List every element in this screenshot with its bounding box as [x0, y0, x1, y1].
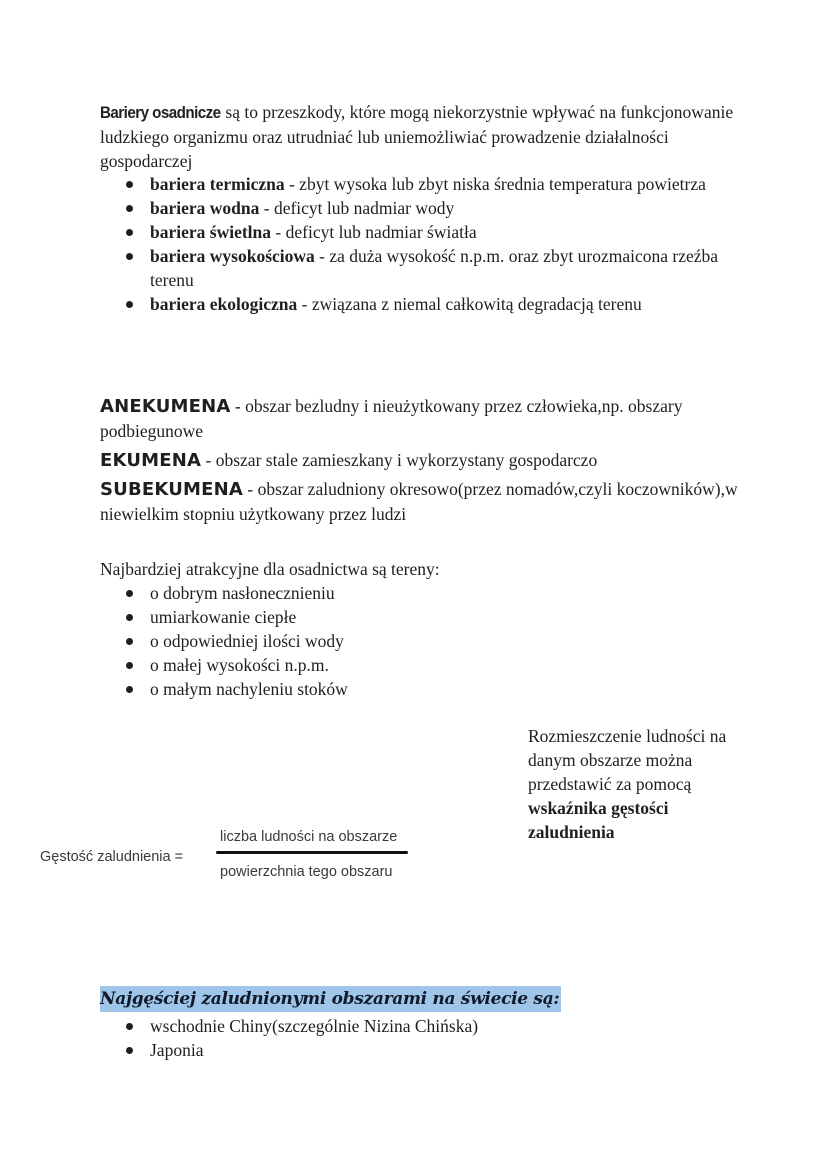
list-item-text: o odpowiedniej ilości wody — [150, 631, 344, 651]
formula-numerator: liczba ludności na obszarze — [220, 829, 398, 845]
formula-lhs: Gęstość zaludnienia = — [40, 849, 184, 865]
definitions-section — [100, 394, 740, 527]
attractive-heading: Najbardziej atrakcyjne dla osadnictwa są tereny: — [100, 559, 440, 579]
bullet-icon — [126, 205, 133, 212]
barrier-desc: - deficyt lub nadmiar wody — [259, 198, 455, 218]
definition-ekumena — [100, 448, 740, 473]
bullet-icon — [126, 181, 133, 188]
barrier-desc: - za duża wysokość n.p.m. oraz zbyt urozmaicona rzeźba terenu — [150, 246, 719, 290]
bullet-icon — [126, 662, 133, 669]
list-item-text: o małym nachyleniu stoków — [150, 679, 348, 699]
barrier-desc: - związana z niemal całkowitą degradacją terenu — [297, 294, 642, 314]
bullet-icon — [126, 1023, 133, 1030]
list-item — [100, 196, 740, 220]
list-item — [100, 581, 740, 605]
definition-desc: obszar stale zamieszkany i wykorzystany gospodarczo — [215, 450, 598, 470]
definition-desc: obszar bezludny i nieużytkowany przez człowieka,np. obszary podbiegunowe — [100, 396, 683, 441]
bullet-icon — [126, 253, 133, 260]
densest-areas-heading: Najgęściej zaludnionymi obszarami na świecie są: — [100, 986, 561, 1012]
barrier-term: bariera wysokościowa — [150, 246, 315, 266]
side-note-text: Rozmieszczenie ludności na danym obszarze można przedstawić za pomocą — [528, 726, 727, 794]
definition-desc: obszar zaludniony okresowo(przez nomadów,czyli koczowników),w niewielkim stopniu użytkowany przez ludzi — [100, 479, 738, 524]
definition-anekumena — [100, 394, 740, 444]
barrier-term: bariera termiczna — [150, 174, 285, 194]
barrier-term: bariera ekologiczna — [150, 294, 298, 314]
definition-term: ANEKUMENA — [100, 396, 231, 417]
separator: - — [243, 479, 258, 499]
bullet-icon — [126, 1047, 133, 1054]
intro-lead-term: Bariery osadnicze — [100, 104, 221, 122]
barrier-desc: - deficyt lub nadmiar światła — [271, 222, 477, 242]
list-item-text: Japonia — [150, 1040, 204, 1060]
list-item — [100, 677, 740, 701]
list-item — [100, 244, 740, 292]
list-item-text: wschodnie Chiny(szczególnie Nizina Chińska) — [150, 1016, 479, 1036]
definition-term: SUBEKUMENA — [100, 479, 244, 500]
list-item-text: o dobrym nasłonecznieniu — [150, 583, 335, 603]
list-item — [100, 1014, 740, 1038]
list-item — [100, 605, 740, 629]
list-item-text: o małej wysokości n.p.m. — [150, 655, 329, 675]
barrier-term: bariera świetlna — [150, 222, 272, 242]
bullet-icon — [126, 229, 133, 236]
bullet-icon — [126, 301, 133, 308]
side-note-bold: wskaźnika gęstości zaludnienia — [528, 798, 669, 842]
bullet-icon — [126, 614, 133, 621]
definition-term: EKUMENA — [100, 450, 202, 471]
density-formula — [40, 827, 440, 887]
intro-text: są to przeszkody, które mogą niekorzystnie wpływać na funkcjonowanie ludzkiego organizmu oraz utrudniać lub uniemożliwiać prowadzenie działalności gospodarczej — [100, 102, 734, 171]
densest-areas-list — [100, 1014, 740, 1062]
list-item-text: umiarkowanie ciepłe — [150, 607, 297, 627]
separator: - — [230, 396, 246, 416]
list-item — [100, 220, 740, 244]
density-side-note — [528, 724, 748, 844]
bullet-icon — [126, 590, 133, 597]
barriers-list — [100, 172, 740, 316]
bullet-icon — [126, 638, 133, 645]
list-item — [100, 1038, 740, 1062]
fraction-line — [216, 851, 408, 854]
list-item — [100, 629, 740, 653]
attractive-terrain-section — [100, 557, 740, 701]
definition-subekumena — [100, 477, 740, 527]
barrier-desc: - zbyt wysoka lub zbyt niska średnia temperatura powietrza — [284, 174, 706, 194]
bullet-icon — [126, 686, 133, 693]
barrier-term: bariera wodna — [150, 198, 260, 218]
list-item — [100, 172, 740, 196]
separator: - — [201, 450, 216, 470]
list-item — [100, 653, 740, 677]
intro-paragraph — [100, 100, 740, 173]
formula-denominator: powierzchnia tego obszaru — [220, 864, 393, 880]
list-item — [100, 292, 740, 316]
